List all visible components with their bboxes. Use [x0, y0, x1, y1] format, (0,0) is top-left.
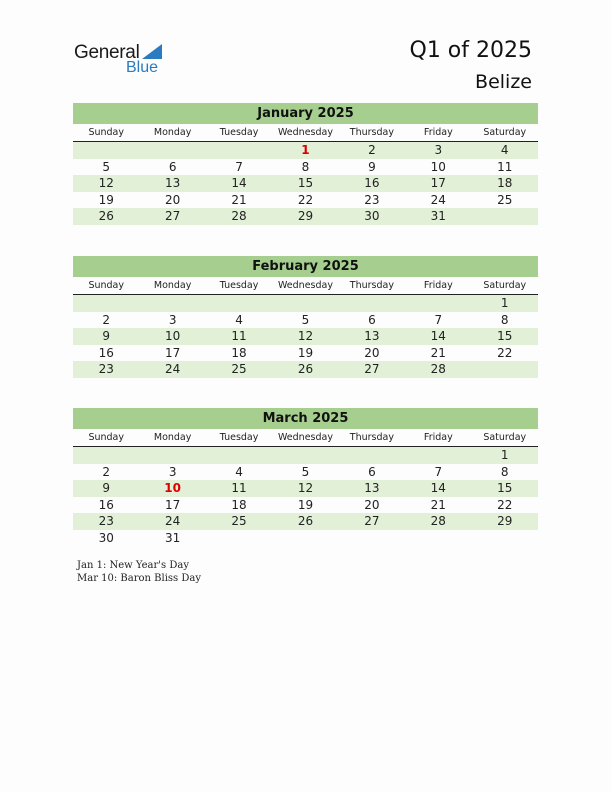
- day-cell: 5: [102, 159, 111, 174]
- day-cell: 4: [500, 143, 509, 157]
- empty-day-cell: [206, 142, 272, 159]
- weekday-label: Wednesday: [277, 127, 333, 138]
- day-cell: 14: [430, 481, 446, 495]
- day-cell: 18: [231, 497, 247, 512]
- day-cell: 17: [430, 176, 446, 190]
- day-cell: 1: [500, 296, 509, 310]
- weekday-label: Monday: [153, 280, 192, 291]
- weekday-label: Sunday: [88, 127, 124, 138]
- day-cell: 8: [500, 312, 509, 327]
- day-cell: 22: [497, 345, 513, 360]
- day-cell: 4: [235, 464, 243, 479]
- day-cell: 13: [164, 176, 181, 190]
- day-cell: 9: [102, 329, 111, 343]
- month-calendar: [73, 408, 538, 546]
- day-cell: 7: [235, 159, 243, 174]
- empty-day-cell: [472, 530, 538, 547]
- weekday-label: Wednesday: [277, 280, 333, 291]
- empty-day-cell: [272, 447, 338, 464]
- week-row: [73, 208, 538, 225]
- day-cell: 20: [364, 497, 380, 512]
- day-cell: 25: [231, 362, 247, 376]
- holiday-note: Mar 10: Baron Bliss Day: [77, 573, 201, 584]
- day-cell: 31: [164, 530, 181, 545]
- day-cell: 15: [297, 176, 314, 190]
- day-cell: 24: [164, 514, 181, 528]
- week-row: [73, 447, 538, 464]
- weekday-label: Sunday: [88, 432, 124, 443]
- day-cell: 6: [368, 464, 376, 479]
- day-cell: 6: [368, 312, 376, 327]
- day-cell: 26: [98, 209, 114, 223]
- empty-day-cell: [272, 530, 338, 547]
- day-cell: 8: [301, 159, 310, 174]
- month-title: February 2025: [73, 256, 538, 277]
- day-cell: 3: [168, 464, 177, 479]
- weekday-header-row: [73, 124, 538, 142]
- weekday-label: Thursday: [349, 432, 394, 443]
- day-cell: 10: [430, 159, 446, 174]
- empty-day-cell: [405, 530, 471, 547]
- empty-day-cell: [339, 530, 405, 547]
- holiday-day-cell: 10: [164, 481, 181, 495]
- month-title: March 2025: [73, 408, 538, 429]
- day-cell: 17: [164, 345, 181, 360]
- day-cell: 12: [297, 329, 314, 343]
- weekday-label: Friday: [423, 127, 453, 138]
- day-cell: 15: [497, 481, 513, 495]
- day-cell: 3: [434, 143, 443, 157]
- day-cell: 2: [368, 143, 376, 157]
- empty-day-cell: [139, 295, 205, 312]
- day-cell: 14: [231, 176, 247, 190]
- day-cell: 31: [430, 209, 446, 223]
- week-row: [73, 295, 538, 312]
- empty-day-cell: [405, 447, 471, 464]
- weekday-label: Sunday: [88, 280, 124, 291]
- day-cell: 29: [297, 209, 314, 223]
- day-cell: 2: [102, 312, 111, 327]
- weekday-label: Wednesday: [277, 432, 333, 443]
- logo-blue-text: Blue: [126, 59, 159, 76]
- empty-day-cell: [472, 208, 538, 225]
- page-title: Q1 of 2025: [409, 38, 532, 63]
- week-row: [73, 312, 538, 329]
- day-cell: 8: [500, 464, 509, 479]
- day-cell: 30: [364, 209, 380, 223]
- weekday-label: Saturday: [483, 127, 527, 138]
- weekday-label: Thursday: [349, 127, 394, 138]
- week-row: [73, 513, 538, 530]
- day-cell: 18: [231, 345, 247, 360]
- day-cell: 7: [434, 464, 443, 479]
- day-cell: 12: [98, 176, 114, 190]
- day-cell: 6: [168, 159, 177, 174]
- weekday-header-row: [73, 429, 538, 447]
- weekday-label: Monday: [153, 432, 192, 443]
- week-row: [73, 192, 538, 209]
- weekday-label: Friday: [423, 432, 453, 443]
- weekday-label: Tuesday: [219, 280, 259, 291]
- empty-day-cell: [472, 361, 538, 378]
- day-cell: 21: [430, 345, 446, 360]
- day-cell: 22: [297, 192, 314, 207]
- day-cell: 14: [430, 329, 446, 343]
- empty-day-cell: [405, 295, 471, 312]
- weekday-label: Saturday: [483, 280, 527, 291]
- day-cell: 20: [364, 345, 380, 360]
- day-cell: 21: [430, 497, 446, 512]
- logo-general-text: General: [74, 42, 140, 63]
- day-cell: 1: [500, 448, 509, 462]
- day-cell: 22: [497, 497, 513, 512]
- day-cell: 20: [164, 192, 181, 207]
- day-cell: 29: [497, 514, 513, 528]
- weekday-label: Monday: [153, 127, 192, 138]
- weekday-label: Tuesday: [219, 432, 259, 443]
- day-cell: 30: [98, 530, 114, 545]
- day-cell: 12: [297, 481, 314, 495]
- day-cell: 19: [98, 192, 114, 207]
- day-cell: 23: [364, 192, 380, 207]
- empty-day-cell: [73, 142, 139, 159]
- week-row: [73, 530, 538, 547]
- week-row: [73, 480, 538, 497]
- week-row: [73, 464, 538, 481]
- day-cell: 7: [434, 312, 443, 327]
- day-cell: 27: [364, 514, 380, 528]
- week-row: [73, 328, 538, 345]
- week-row: [73, 345, 538, 362]
- day-cell: 28: [430, 514, 446, 528]
- holiday-note: Jan 1: New Year's Day: [77, 560, 189, 571]
- weekday-label: Saturday: [483, 432, 527, 443]
- day-cell: 21: [231, 192, 247, 207]
- holiday-notes: [77, 559, 201, 585]
- day-cell: 24: [164, 362, 181, 376]
- logo-triangle-icon: [142, 44, 162, 59]
- day-cell: 11: [497, 159, 513, 174]
- month-title: January 2025: [73, 103, 538, 124]
- day-cell: 19: [297, 497, 314, 512]
- month-calendar: [73, 256, 538, 378]
- day-cell: 16: [98, 497, 114, 512]
- day-cell: 9: [102, 481, 111, 495]
- week-row: [73, 361, 538, 378]
- day-cell: 3: [168, 312, 177, 327]
- day-cell: 11: [231, 481, 247, 495]
- day-cell: 25: [231, 514, 247, 528]
- weekday-label: Friday: [423, 280, 453, 291]
- empty-day-cell: [139, 447, 205, 464]
- day-cell: 5: [301, 464, 310, 479]
- day-cell: 16: [364, 176, 380, 190]
- day-cell: 24: [430, 192, 446, 207]
- day-cell: 5: [301, 312, 310, 327]
- day-cell: 25: [497, 192, 513, 207]
- day-cell: 28: [231, 209, 247, 223]
- day-cell: 26: [297, 514, 314, 528]
- day-cell: 16: [98, 345, 114, 360]
- day-cell: 28: [430, 362, 446, 376]
- holiday-day-cell: 1: [301, 143, 310, 157]
- week-row: [73, 175, 538, 192]
- day-cell: 4: [235, 312, 243, 327]
- week-row: [73, 497, 538, 514]
- day-cell: 13: [364, 481, 380, 495]
- country-name: Belize: [475, 71, 532, 93]
- week-row: [73, 142, 538, 159]
- empty-day-cell: [206, 530, 272, 547]
- empty-day-cell: [339, 447, 405, 464]
- month-calendar: [73, 103, 538, 225]
- empty-day-cell: [73, 295, 139, 312]
- day-cell: 11: [231, 329, 247, 343]
- day-cell: 9: [368, 159, 376, 174]
- day-cell: 27: [164, 209, 181, 223]
- day-cell: 15: [497, 329, 513, 343]
- day-cell: 18: [497, 176, 513, 190]
- weekday-label: Thursday: [349, 280, 394, 291]
- day-cell: 2: [102, 464, 111, 479]
- empty-day-cell: [272, 295, 338, 312]
- day-cell: 10: [164, 329, 181, 343]
- day-cell: 26: [297, 362, 314, 376]
- day-cell: 17: [164, 497, 181, 512]
- empty-day-cell: [206, 295, 272, 312]
- empty-day-cell: [206, 447, 272, 464]
- day-cell: 13: [364, 329, 380, 343]
- day-cell: 27: [364, 362, 380, 376]
- day-cell: 23: [98, 362, 114, 376]
- generalblue-logo: [74, 42, 174, 78]
- week-row: [73, 159, 538, 176]
- empty-day-cell: [73, 447, 139, 464]
- empty-day-cell: [139, 142, 205, 159]
- empty-day-cell: [339, 295, 405, 312]
- weekday-label: Tuesday: [219, 127, 259, 138]
- day-cell: 19: [297, 345, 314, 360]
- weekday-header-row: [73, 277, 538, 295]
- day-cell: 23: [98, 514, 114, 528]
